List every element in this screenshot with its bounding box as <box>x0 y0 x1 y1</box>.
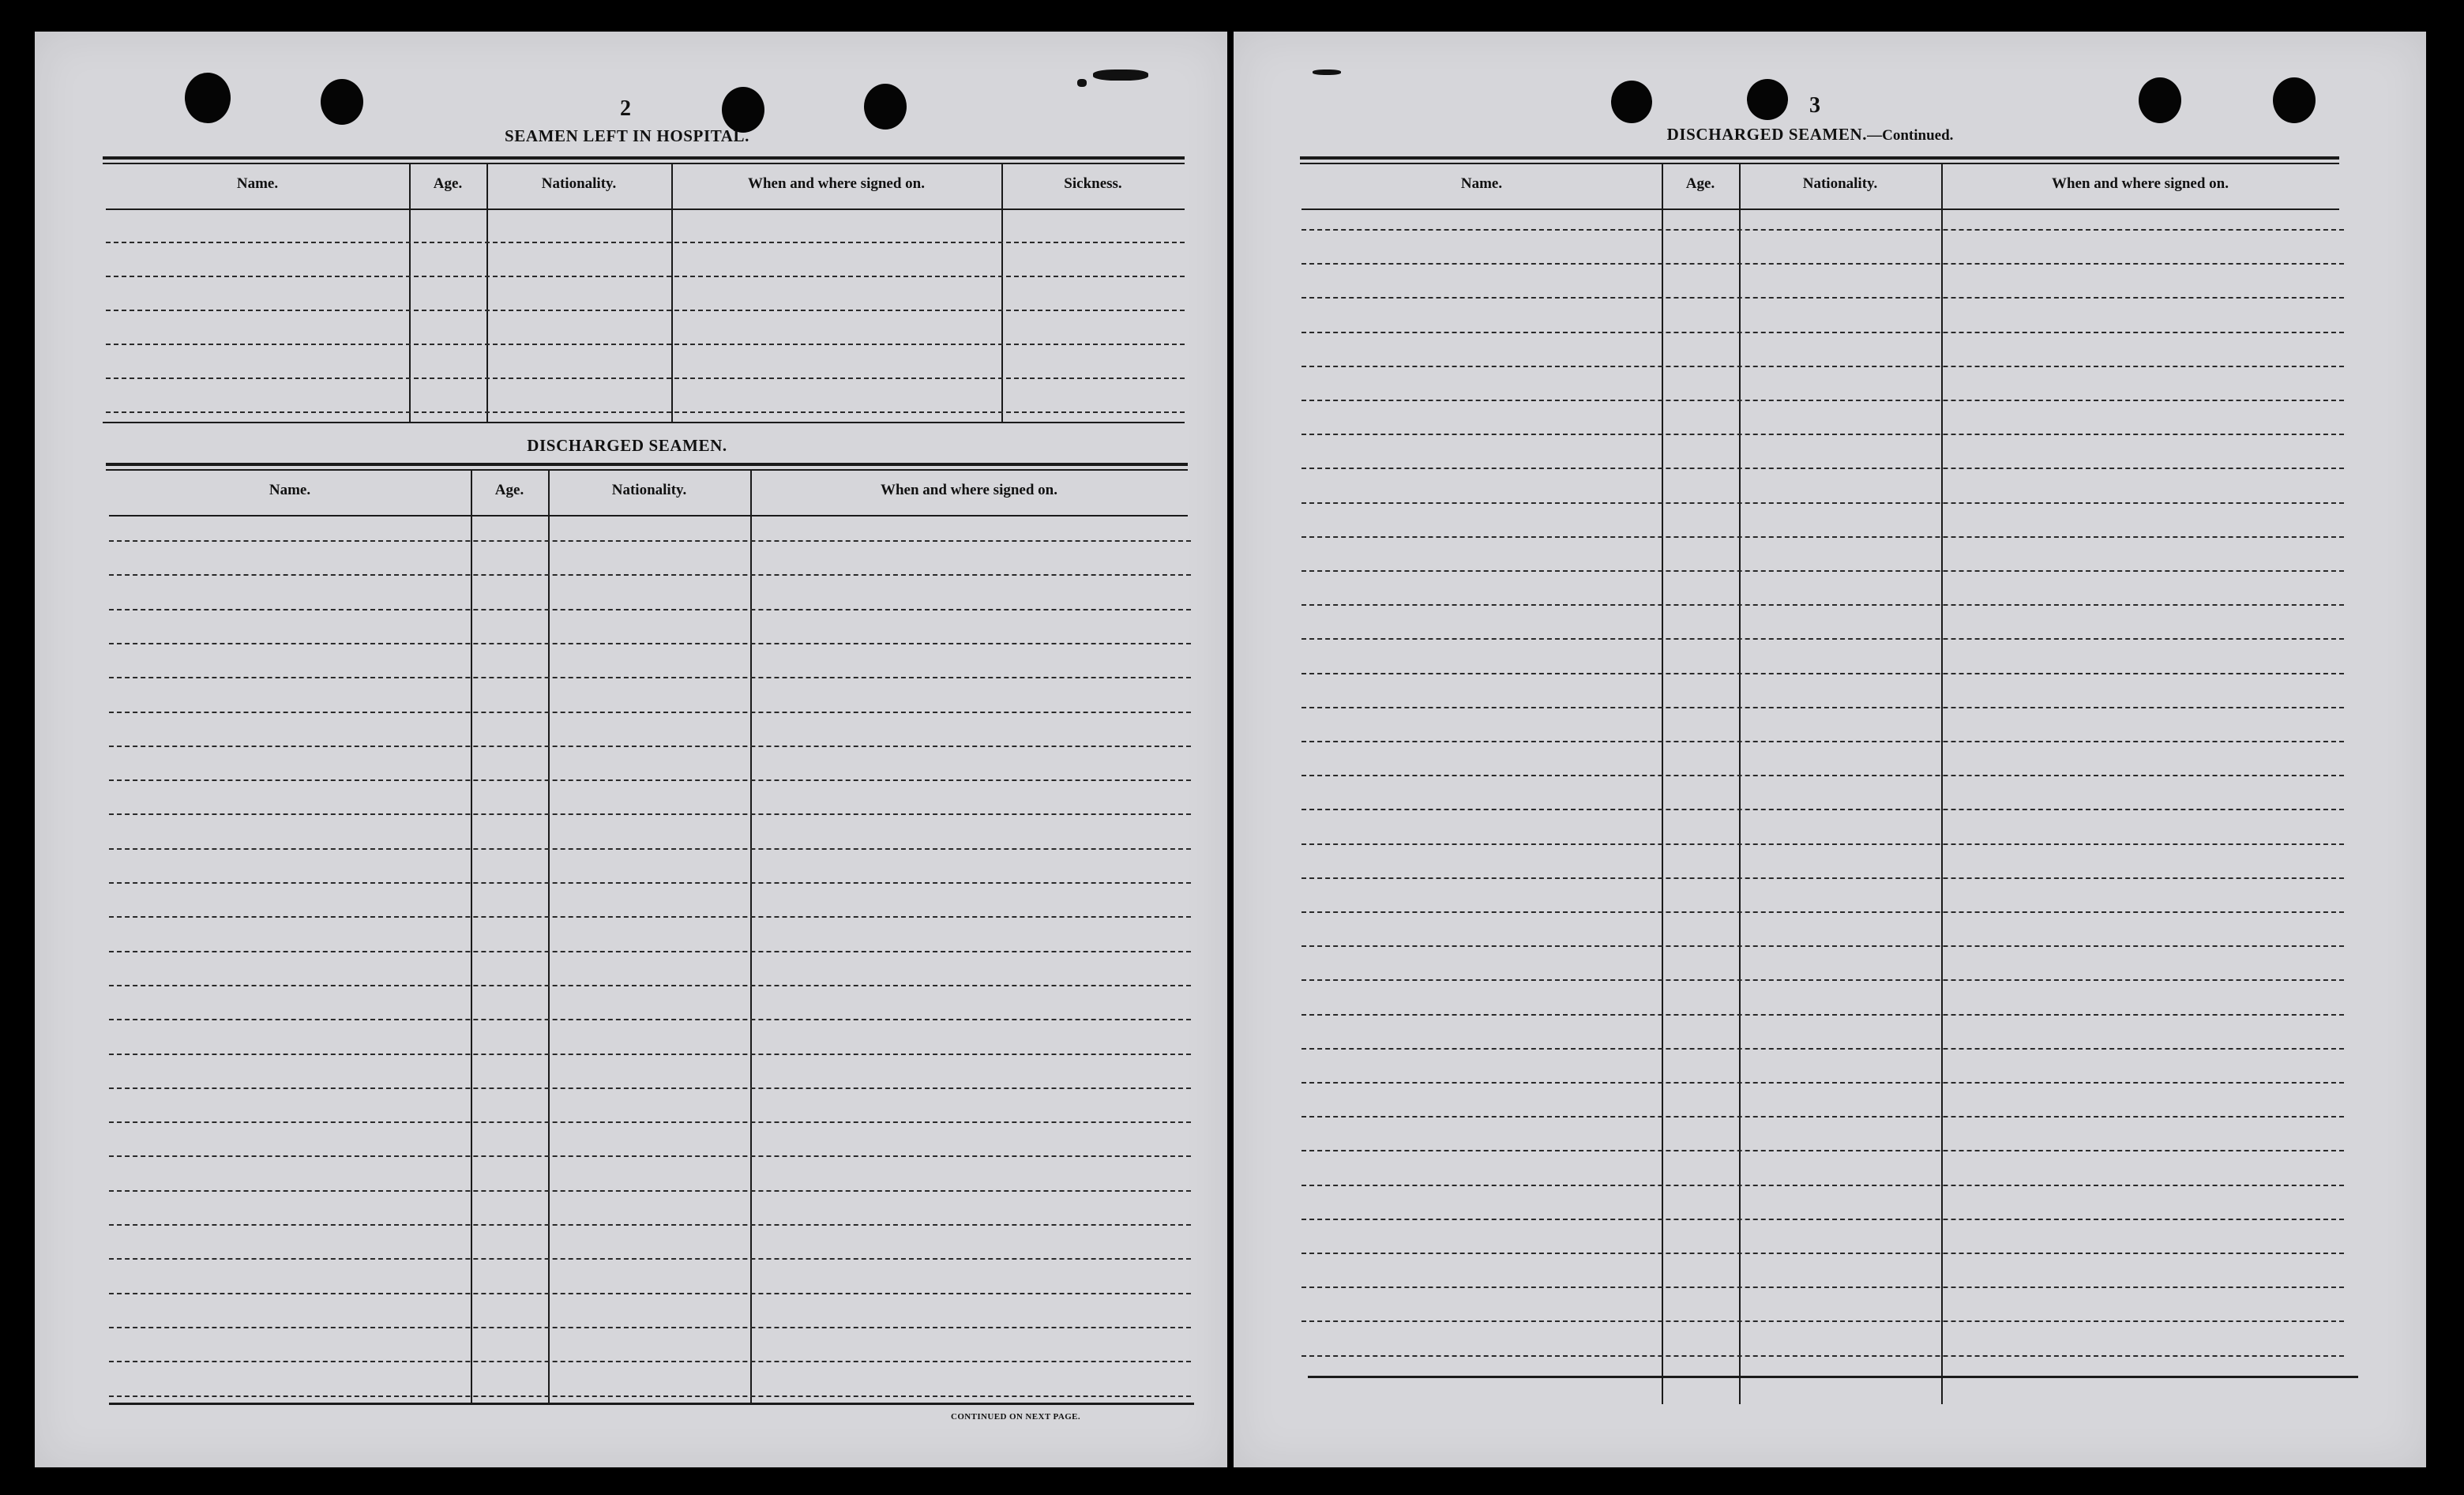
ruled-line <box>1301 1014 2344 1016</box>
bottom-rule <box>1308 1376 2358 1378</box>
section-rule <box>103 422 1185 423</box>
ink-smudge <box>1313 69 1341 75</box>
double-rule <box>1300 163 2339 164</box>
hospital-section-title: SEAMEN LEFT IN HOSPITAL. <box>504 126 750 145</box>
ruled-line <box>106 378 1185 379</box>
punch-hole <box>321 79 363 125</box>
col-header-name: Name. <box>236 175 279 192</box>
ruled-line <box>109 1054 1191 1055</box>
discharged-section-title: DISCHARGED SEAMEN. <box>527 436 727 455</box>
ruled-line <box>1301 1219 2344 1220</box>
page-number: 3 <box>1809 93 1820 118</box>
ruled-line <box>109 643 1191 644</box>
ruled-line <box>1301 332 2344 333</box>
ruled-line <box>109 1293 1191 1294</box>
col-header-when-where: When and where signed on. <box>2051 175 2229 192</box>
ruled-line <box>109 746 1191 747</box>
ruled-line <box>1301 297 2344 299</box>
ruled-line <box>106 310 1185 311</box>
ruled-line <box>1301 1082 2344 1084</box>
ruled-line <box>109 609 1191 610</box>
ruled-line <box>1301 434 2344 435</box>
hospital-rows <box>106 210 1185 422</box>
ruled-line <box>1301 229 2344 231</box>
ruled-line <box>1301 1116 2344 1117</box>
ruled-line <box>109 1327 1191 1328</box>
ruled-line <box>109 813 1191 815</box>
col-header-nationality: Nationality. <box>611 482 687 498</box>
ruled-line <box>109 1395 1191 1397</box>
title-suffix: —Continued. <box>1867 127 1954 144</box>
col-header-when-where: When and where signed on. <box>880 482 1057 498</box>
ink-smudge <box>1093 69 1148 81</box>
ruled-line <box>109 1155 1191 1157</box>
ruled-line <box>1301 468 2344 469</box>
col-header-sickness: Sickness. <box>1064 175 1122 192</box>
ruled-line <box>109 779 1191 781</box>
ruled-line <box>109 712 1191 713</box>
ruled-line <box>1301 1253 2344 1254</box>
col-header-when-where: When and where signed on. <box>747 175 925 192</box>
ruled-line <box>109 1121 1191 1123</box>
ruled-line <box>1301 1320 2344 1322</box>
ruled-line <box>109 677 1191 678</box>
ruled-line <box>1301 809 2344 810</box>
ruled-line <box>1301 1185 2344 1186</box>
col-header-nationality: Nationality. <box>541 175 617 192</box>
ruled-line <box>1301 400 2344 401</box>
double-rule <box>106 463 1188 466</box>
ruled-line <box>1301 741 2344 742</box>
double-rule <box>106 469 1188 471</box>
left-page <box>35 32 1227 1467</box>
discharged-continued-title <box>1573 125 2047 145</box>
ruled-line <box>1301 570 2344 572</box>
ruled-line <box>106 411 1185 413</box>
punch-hole <box>1747 79 1788 120</box>
ruled-line <box>1301 604 2344 606</box>
ruled-line <box>109 916 1191 918</box>
bottom-rule <box>109 1403 1194 1405</box>
ruled-line <box>109 1258 1191 1260</box>
ruled-line <box>1301 877 2344 879</box>
ruled-line <box>109 882 1191 884</box>
col-header-name: Name. <box>269 482 311 498</box>
ink-smudge <box>1077 79 1087 87</box>
ruled-line <box>1301 1048 2344 1050</box>
ruled-line <box>109 951 1191 952</box>
page-number: 2 <box>620 96 631 121</box>
ruled-line <box>109 540 1191 542</box>
punch-hole <box>185 73 231 123</box>
ruled-line <box>1301 707 2344 708</box>
col-header-age: Age. <box>433 175 463 192</box>
continued-note: CONTINUED ON NEXT PAGE. <box>951 1412 1081 1422</box>
ruled-line <box>106 276 1185 277</box>
ruled-line <box>1301 502 2344 504</box>
col-header-name: Name. <box>1460 175 1503 192</box>
discharged-rows <box>109 516 1191 1401</box>
ruled-line <box>106 344 1185 345</box>
ruled-line <box>109 1019 1191 1020</box>
col-header-age: Age. <box>1685 175 1715 192</box>
punch-hole <box>864 84 907 130</box>
ruled-line <box>109 1087 1191 1089</box>
ruled-line <box>1301 638 2344 640</box>
ruled-line <box>109 1224 1191 1226</box>
ruled-line <box>109 574 1191 576</box>
ruled-line <box>1301 911 2344 913</box>
discharged-rows <box>1301 210 2344 1403</box>
double-rule <box>103 163 1185 164</box>
ruled-line <box>1301 536 2344 538</box>
ruled-line <box>109 985 1191 986</box>
ruled-line <box>109 1190 1191 1192</box>
ruled-line <box>106 242 1185 243</box>
ruled-line <box>1301 945 2344 947</box>
title-text: DISCHARGED SEAMEN. <box>1666 125 1868 144</box>
punch-hole <box>2139 77 2181 123</box>
double-rule <box>103 156 1185 160</box>
col-header-age: Age. <box>494 482 524 498</box>
double-rule <box>1300 156 2339 160</box>
ruled-line <box>1301 775 2344 776</box>
ruled-line <box>1301 366 2344 367</box>
ruled-line <box>1301 1150 2344 1151</box>
ruled-line <box>1301 979 2344 981</box>
punch-hole <box>2273 77 2316 123</box>
right-page <box>1234 32 2426 1467</box>
col-header-nationality: Nationality. <box>1802 175 1878 192</box>
ruled-line <box>1301 1287 2344 1288</box>
punch-hole <box>1611 81 1652 123</box>
ruled-line <box>1301 843 2344 845</box>
ruled-line <box>1301 1355 2344 1357</box>
ruled-line <box>109 848 1191 850</box>
ruled-line <box>109 1361 1191 1362</box>
ruled-line <box>1301 673 2344 674</box>
ruled-line <box>1301 263 2344 265</box>
